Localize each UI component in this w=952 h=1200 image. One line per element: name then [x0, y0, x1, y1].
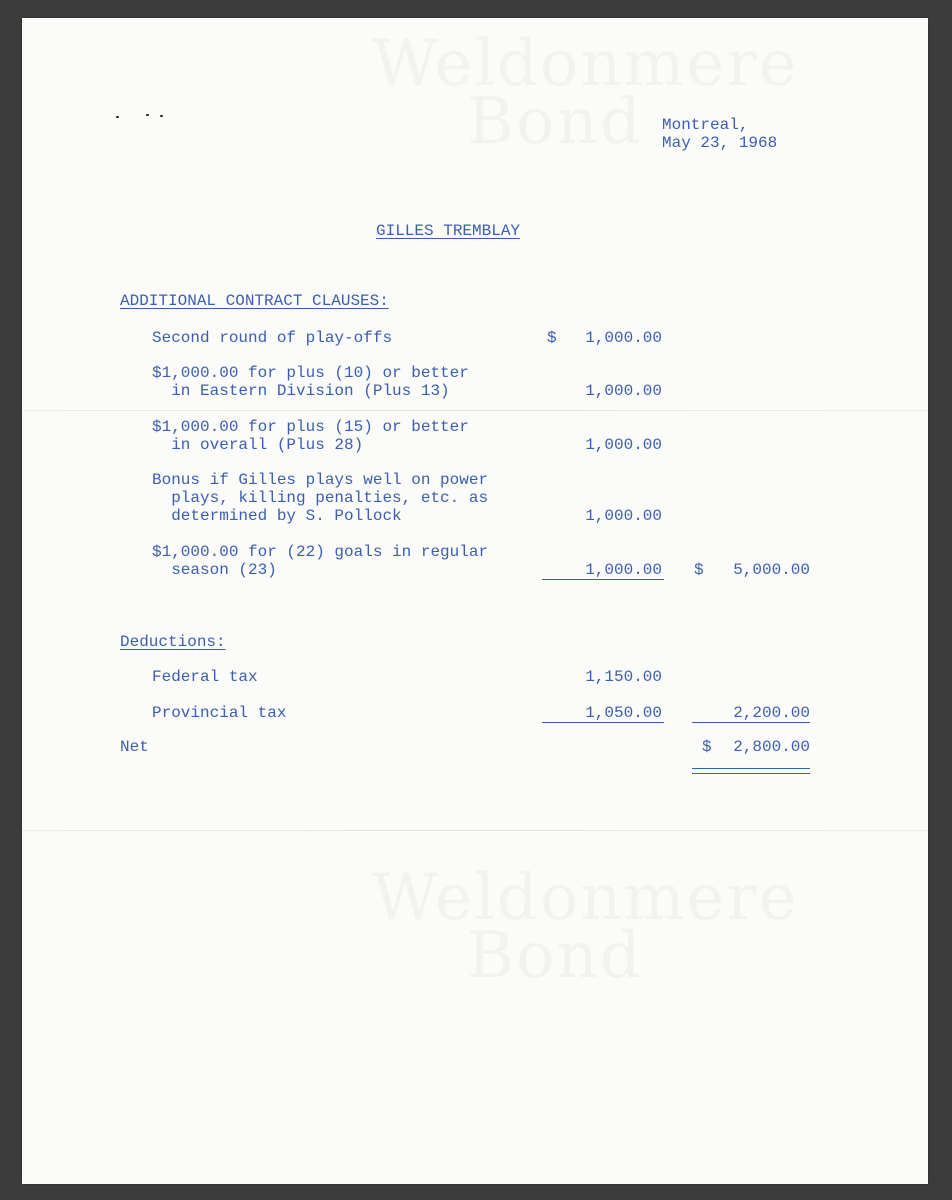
fold-line-top	[22, 410, 928, 411]
deduction-provincial-amount: 1,050.00	[585, 704, 662, 722]
clause-5-description-line-2: season (23)	[152, 561, 277, 579]
deductions-total: 2,200.00	[733, 704, 810, 722]
clause-4-description-line-2: plays, killing penalties, etc. as	[152, 489, 489, 507]
clause-4-description-line-3: determined by S. Pollock	[152, 507, 402, 525]
clause-3-description-line-2: in overall (Plus 28)	[152, 436, 364, 454]
date: May 23, 1968	[662, 134, 778, 152]
clause-2-amount: 1,000.00	[585, 382, 662, 400]
clause-4-amount: 1,000.00	[585, 507, 662, 525]
clause-5-description-line-1: $1,000.00 for (22) goals in regular	[152, 543, 489, 561]
clause-5-amount: 1,000.00	[585, 561, 662, 579]
subtotal-rule-clauses	[542, 579, 664, 580]
clause-1-description: Second round of play-offs	[152, 329, 393, 347]
clause-2-description-line-2: in Eastern Division (Plus 13)	[152, 382, 450, 400]
clause-2-description-line-1: $1,000.00 for plus (10) or better	[152, 364, 469, 382]
ink-specks	[116, 112, 176, 120]
clause-4-description-line-1: Bonus if Gilles plays well on power	[152, 471, 489, 489]
clause-3-amount: 1,000.00	[585, 436, 662, 454]
clause-3-description-line-1: $1,000.00 for plus (15) or better	[152, 418, 469, 436]
fold-line-bottom	[22, 830, 928, 831]
clause-1-currency: $	[547, 329, 557, 347]
section-heading-deductions: Deductions:	[120, 633, 226, 651]
deduction-federal-label: Federal tax	[152, 668, 258, 686]
paper-sheet	[22, 18, 928, 1184]
net-amount: 2,800.00	[733, 738, 810, 756]
place: Montreal,	[662, 116, 749, 134]
net-double-rule-top	[692, 768, 810, 769]
watermark-bottom	[372, 866, 799, 988]
net-currency: $	[702, 738, 712, 756]
deduction-federal-amount: 1,150.00	[585, 668, 662, 686]
deduction-provincial-label: Provincial tax	[152, 704, 287, 722]
clause-1-amount: 1,000.00	[585, 329, 662, 347]
clauses-total: 5,000.00	[733, 561, 810, 579]
total-rule-deductions	[692, 722, 810, 723]
subtotal-rule-deductions	[542, 722, 664, 723]
net-double-rule-bottom	[692, 773, 810, 774]
net-label: Net	[120, 738, 149, 756]
section-heading-clauses: ADDITIONAL CONTRACT CLAUSES:	[120, 292, 389, 310]
page-title: GILLES TREMBLAY	[376, 222, 521, 240]
clauses-total-currency: $	[694, 561, 704, 579]
